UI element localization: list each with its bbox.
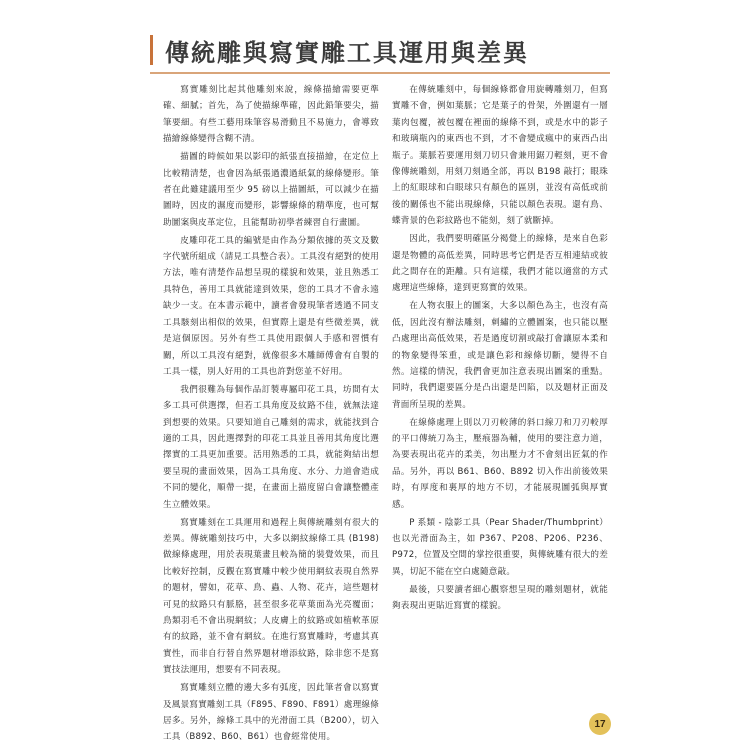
page-number-badge: 17 (589, 713, 611, 735)
title-accent-bar (150, 35, 153, 65)
paragraph: 最後，只要讀者細心觀察想呈現的雕刻題材，就能夠表現出更貼近寫實的樣貌。 (392, 584, 608, 612)
left-text-column (163, 82, 379, 747)
paragraph: 寫實雕刻立體的邊大多有弧度，因此筆者會以寫實及風景寫實雕刻工具（F895、F890、F891）處理線條居多。另外，線條工具中的光滑面工具（B200），切入工具（B892、B60、B61）也會經常使用。 (163, 683, 379, 743)
paragraph: 我們很難為每個作品訂製專屬印花工具，坊間有太多工具可供選擇，但若工具角度及紋路不佳，就無法達到想要的效果。只要知道自己雕刻的需求，就能找到合適的工具，因此選擇對的印花工具並且善用其角度比選擇實的工具更加重要。活用熟悉的工具，就能夠結出想要呈現的畫面效果，因為工具角度、水分、力道會造成不同的變化，順帶一提，在畫面上描度留白會讓整體產生立體效果。 (163, 384, 379, 510)
paragraph: 描圖的時候如果以影印的紙張直接描繪，在定位上比較精清楚，也會因為紙張過濃過紙氣的線條變形。筆者在此雖建議用至少 95 磅以上描圖紙，可以減少在描圖時，因皮的濕度而變形，影響線條的精準度，也可幫助圖案與皮革定位，且能幫助初學者練習自行畫圖。 (163, 152, 379, 228)
title-underline (150, 72, 610, 74)
paragraph: 寫實雕刻在工具運用和過程上與傳統雕刻有很大的差異。傳統雕刻技巧中，大多以網紋線條工具 (B198) 做線條處理，用於表現葉畫且較為簡的裝覺效果，而且比較好控制，反觀在寫實雕中較少使用網紋表現自然界的題材，譬如，花草、鳥、蟲、人物、花卉，這些題材可見的紋路只有脈胳，甚至很多花草葉面為光亮覆面；鳥類羽毛不會出現網紋；人皮膚上的紋路或如植軟革原有的紋路，並不會有網紋。在進行寫實雕時，考慮其真實性，而非自行替自然界題材增添紋路，除非您不是寫實技法運用，想要有不同表現。 (163, 517, 379, 676)
paragraph: 在線條處理上則以刀刃較薄的斜口線刀和刀刃較厚的平口傳統刀為主，壓痕器為輔，使用的要注意力道，為要表現出花卉的柔美，勿出壓力才不會刻出匠氣的作品。另外，再以 B61、B60、B892 切入作出前後效果時，有厚度和裏厚的地方不切，才能展現圖弧與厚實感。 (392, 417, 608, 510)
paragraph: 寫實雕刻比起其他雕刻來說，線條描繪需要更準確、細膩；首先，為了使描線準確，因此鉛筆要尖，描筆要細。有些工藝用珠筆容易滑動且不易施力，會導致描繪線條變得含糊不清。 (163, 85, 379, 145)
paragraph: P 系類 - 陰影工具（Pear Shader/Thumbprint）也以光滑面為主，如 P367、P208、P206、P236、P972，位置及空間的掌控很重要，與傳統雕有很大的差異，切記不能在空白處隨意敲。 (392, 517, 608, 577)
paragraph: 因此，我們要明確區分褐覺上的線條，是來自色彩還是物體的高低差異，同時思考它們是否互相連結或彼此之間存在的距離。只有這樣，我們才能以適當的方式處理這些線條，達到更寫實的效果。 (392, 234, 608, 294)
paragraph: 皮雕印花工具的編號是由作為分類依據的英文及數字代號所組成（請見工具整合表）。工具沒有絕對的使用方法，唯有清楚作品想呈現的樣貌和效果，並且熟悉工具特色，善用工具就能達到效果，您的工具才不會永遠缺少一支。在本書示範中，讀者會發現筆者透過不同支工具駭刻出相似的效果，但實際上還是有些微差異，就是這個原因。另外有些工具使用跟個人手感和習慣有關，所以工具沒有絕對，就像很多木雕師傅會有自製的工具一樣，別人好用的工具也許對您並不好用。 (163, 235, 379, 377)
paragraph: 在人物衣服上的圖案，大多以顏色為主，也沒有高低，因此沒有辦法雕刻，刺繡的立體圖案，也只能以壓凸處理出高低效果，若是過度切割或敲打會讓原本柔和的物象變得笨重，或是讓色彩和線條切斷，變得不自然。這樣的情況，我們會更加注意表現出圖案的重點。同時，我們還要區分是凸出還是凹陷，以及題材正面及背面所呈現的差異。 (392, 301, 608, 410)
page-header (150, 32, 610, 68)
page-title: 傳統雕與寫實雕工具運用與差異 (165, 37, 529, 67)
paragraph: 在傳統雕刻中，每個線條都會用旋轉雕刻刀，但寫實雕不會，例如葉脈；它是葉子的骨架，外圍還有一層葉肉包覆，被包覆在裡面的線條不到，或是水中的影子和玻璃瓶內的東西也不到，才不會變成瘋中的東西凸出瓶子。葉脈若要運用刻刀切只會兼用鋸刀輕刻，更不會像傳統雕刻，用刻刀刻過全部，再以 B198 敲打；眼珠上的紅眼球和白眼球只有顏色的區別，並沒有高低或前後的關係也不能出現線條，只能以顏色表現。還有鳥、蝶背景的色彩紋路也不能刻，刻了就斷掉。 (392, 85, 608, 227)
right-text-column (392, 82, 608, 616)
